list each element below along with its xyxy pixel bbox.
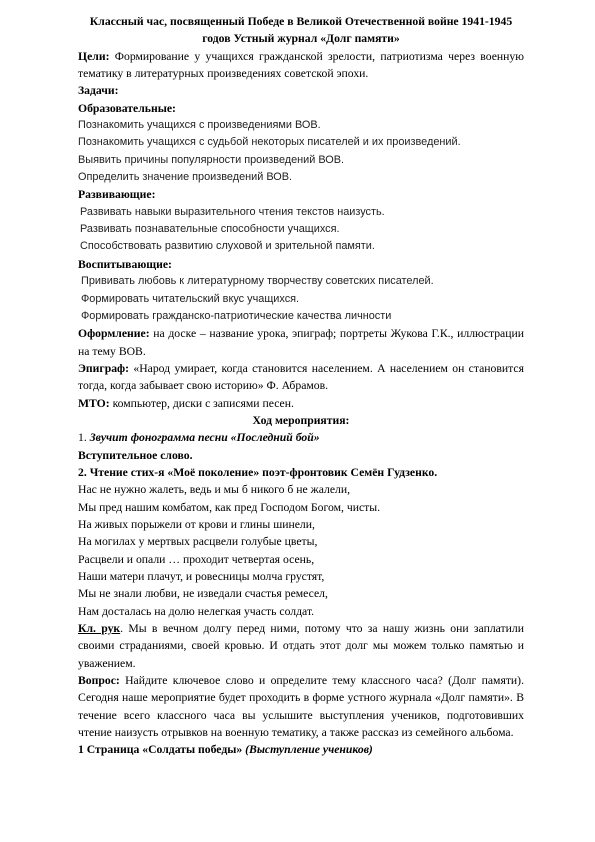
page-1-title: 1 Страница «Солдаты победы» xyxy=(78,743,246,757)
poem-line: Мы пред нашим комбатом, как пред Господом Богом, чисты. xyxy=(78,500,381,514)
poem-line: Нас не нужно жалеть, ведь и мы б никого б не жалели, xyxy=(78,483,351,497)
teacher-text: . Мы в вечном долгу перед ними, потому что за нашу жизнь они заплатили своими страданиями, своей кровью. И отдать этот долг мы можем только памятью и уважением. xyxy=(78,622,524,670)
developing-label: Развивающие: xyxy=(78,188,156,202)
question-label: Вопрос: xyxy=(78,674,120,688)
educational-item: Познакомить учащихся с судьбой некоторых писателей и их произведений. xyxy=(78,136,461,149)
equipment-paragraph xyxy=(78,325,524,360)
educational-item: Выявить причины популярности произведений ВОВ. xyxy=(78,153,345,166)
goals-paragraph xyxy=(78,48,524,83)
upbringing-item: Формировать читательский вкус учащихся. xyxy=(81,292,300,305)
step-1-number: 1. xyxy=(78,431,90,445)
mto-text: компьютер, диски с записями песен. xyxy=(109,396,294,410)
developing-item: Способствовать развитию слуховой и зрительной памяти. xyxy=(80,240,375,253)
upbringing-label: Воспитывающие: xyxy=(78,257,172,271)
equipment-label: Оформление: xyxy=(78,327,150,341)
teacher-paragraph xyxy=(78,620,524,672)
poem-line: Расцвели и опали … проходит четвертая осень, xyxy=(78,552,315,566)
goals-label: Цели: xyxy=(78,49,110,63)
tasks-label: Задачи: xyxy=(78,84,119,98)
equipment-text: на доске – название урока, эпиграф; портреты Жукова Г.К., иллюстрации на тему ВОВ. xyxy=(78,327,524,358)
epigraph-text: «Народ умирает, когда становится населением. А населением он становится тогда, когда забывает свою историю» Ф. Абрамов. xyxy=(78,361,524,393)
poem-line: Нам досталась на долю нелегкая участь солдат. xyxy=(78,604,315,618)
educational-item: Познакомить учащихся с произведениями ВОВ. xyxy=(78,119,321,132)
step-1 xyxy=(78,429,524,446)
educational-item: Определить значение произведений ВОВ. xyxy=(78,171,293,184)
epigraph-paragraph xyxy=(78,360,524,395)
document-body xyxy=(78,13,524,759)
upbringing-item: Прививать любовь к литературному творчеству советских писателей. xyxy=(81,275,434,288)
poem-line: На живых порыжели от крови и глины шинели, xyxy=(78,517,315,531)
intro-line: Вступительное слово. xyxy=(78,448,193,462)
developing-item: Развивать познавательные способности учащихся. xyxy=(80,223,340,236)
epigraph-label: Эпиграф: xyxy=(78,361,130,375)
poem-line: Мы не знали любви, не изведали счастья ремесел, xyxy=(78,587,328,601)
educational-label: Образовательные: xyxy=(78,101,176,115)
page-1-heading xyxy=(78,741,524,758)
step-2: 2. Чтение стих-я «Моё поколение» поэт-фронтовик Семён Гудзенко. xyxy=(78,465,438,479)
mto-label: МТО: xyxy=(78,396,110,410)
course-heading: Ход мероприятия: xyxy=(252,413,350,427)
goals-text: Формирование у учащихся гражданской зрелости, патриотизма через военную тематику в литературных произведениях советской эпохи. xyxy=(78,49,524,81)
poem-line: На могилах у мертвых расцвели голубые цветы, xyxy=(78,535,318,549)
upbringing-item: Формировать гражданско-патриотические качества личности xyxy=(81,309,392,322)
poem-line: Наши матери плачут, и ровесницы молча грустят, xyxy=(78,570,325,583)
mto-paragraph xyxy=(78,395,524,412)
teacher-label: Кл. рук xyxy=(78,622,121,636)
developing-item: Развивать навыки выразительного чтения текстов наизусть. xyxy=(80,205,385,218)
page-1-note: (Выступление учеников) xyxy=(245,743,373,757)
question-text: Найдите ключевое слово и определите тему классного часа? (Долг памяти). Сегодня наше мероприятие будет проходить в форме устного журнала «Долг памяти». В течение всего классного часа вы услышите выступления учеников, подготовивших чтение наизусть отрывков на военную тематику, а также рассказ из семейного альбома. xyxy=(78,674,524,740)
question-paragraph xyxy=(78,672,524,741)
document-title: Классный час, посвященный Победе в Великой Отечественной войне 1941-1945 годов Устный журнал «Долг памяти» xyxy=(89,15,513,46)
step-1-text: Звучит фонограмма песни «Последний бой» xyxy=(89,431,320,445)
